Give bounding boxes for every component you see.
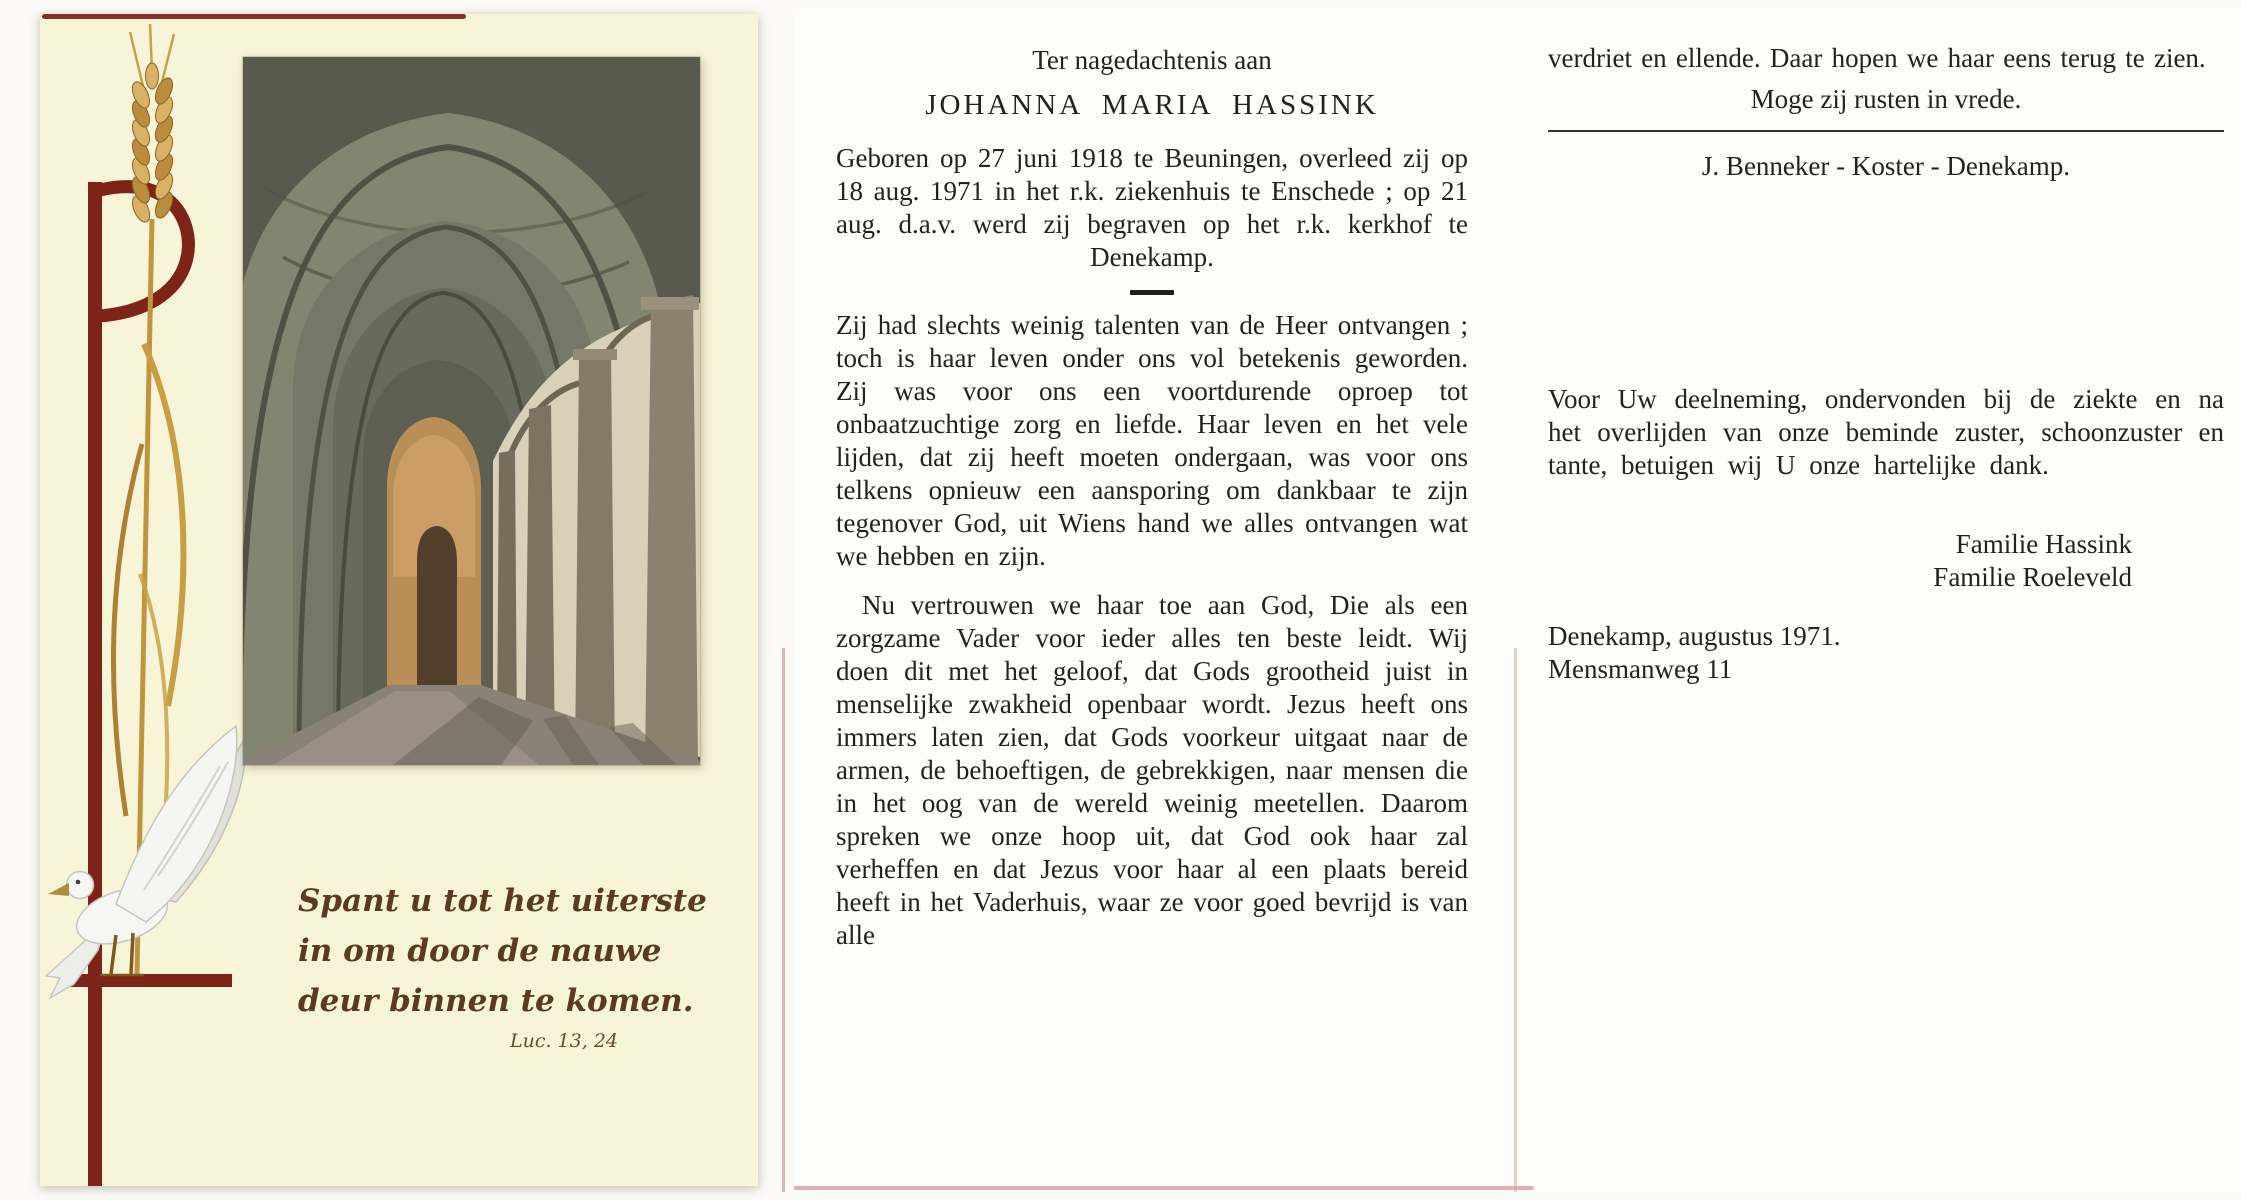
biography-paragraph: Geboren op 27 juni 1918 te Beuningen, overleed zij op 18 aug. 1971 in het r.k. ziekenhuis te Enschede ; op 21 aug. d.a.v. werd zij begraven op het r.k. kerkhof te Denekamp. (836, 143, 1468, 272)
address: Mensmanweg 11 (1548, 654, 1733, 684)
divider-dash (1130, 290, 1174, 295)
dove-icon (46, 726, 246, 998)
rest-in-peace-line: Moge zij rusten in vrede. (1750, 84, 2022, 114)
deceased-name: JOHANNA MARIA HASSINK (925, 89, 1379, 121)
quote-reference: Luc. 13, 24 (509, 1030, 618, 1052)
thanks-paragraph: Voor Uw deelneming, ondervonden bij de ziekte en na het overlijden van onze beminde zuster, schoonzuster en tante, betuigen wij U onze hartelijke dank. (1548, 384, 2224, 480)
cloister-photo (243, 57, 700, 765)
closing-text-column (1548, 42, 2224, 686)
chi-rho-icon (60, 182, 232, 1186)
continuation-paragraph: verdriet en ellende. Daar hopen we haar eens terug te zien. (1548, 43, 2206, 73)
inside-pages (794, 8, 2241, 1192)
quote-line: Spant u tot het uiterste (298, 883, 707, 919)
card-edge (782, 648, 785, 1192)
memorial-text-column (836, 44, 1468, 952)
faith-paragraph: Nu vertrouwen we haar toe aan God, Die als een zorgzame Vader voor ieder alles ten beste leidt. Wij doen dit met het geloof, dat Gods grootheid juist in menselijke zwakheid openbaar wordt. Jezus heeft ons immers laten zien, dat Gods voorkeur uitgaat naar de armen, de behoeftigen, de gebrekkigen, naar mensen die in het oog van de wereld weinig meetellen. Daarom spreken we onze hoop uit, dat God ook haar zal verheffen en dat Jezus voor haar al een plaats bereid heeft in het Vaderhuis, waar ze voor goed bevrijd is van alle (836, 590, 1468, 950)
place-date: Denekamp, augustus 1971. (1548, 621, 1841, 651)
tribute-paragraph: Zij had slechts weinig talenten van de Heer ontvangen ; toch is haar leven onder ons vol betekenis geworden. Zij was voor ons een voortdurende oproep tot onbaatzuchtige zorg en liefde. Haar leven en het vele lijden, dat zij heeft moeten ondergaan, was voor ons telkens opnieuw een aansporing om dankbaar te zijn tegenover God, uit Wiens hand we alles ontvangen wat we hebben en zijn. (836, 310, 1468, 571)
cloister-photo-art (243, 57, 700, 765)
family-name-roeleveld: Familie Roeleveld (1933, 562, 2132, 592)
family-name-hassink: Familie Hassink (1955, 529, 2132, 559)
front-card (40, 14, 758, 1186)
card-edge (794, 1186, 1534, 1190)
printer-credit: J. Benneker - Koster - Denekamp. (1701, 151, 2071, 181)
horizontal-rule (1548, 130, 2224, 132)
quote-line: deur binnen te komen. (298, 983, 694, 1019)
quote-line: in om door de nauwe (298, 933, 662, 969)
memorial-header: Ter nagedachtenis aan (1032, 45, 1272, 75)
fold-crease (1514, 648, 1517, 1192)
scripture-quote (298, 876, 707, 1052)
